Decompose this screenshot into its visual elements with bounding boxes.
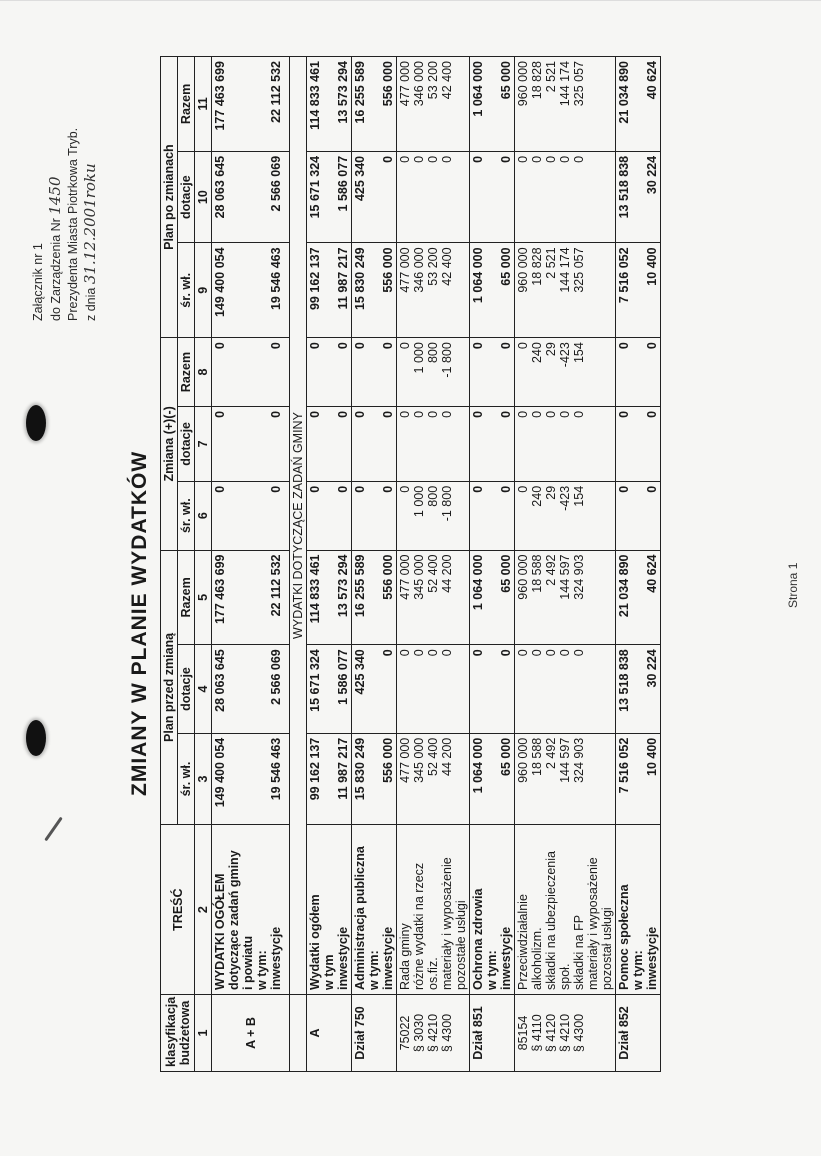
cell-value: 0 0	[470, 481, 515, 550]
cell-value: 0 0	[212, 338, 290, 407]
section-title: WYDATKI DOTYCZĄCE ZADAŃ GMINY	[290, 57, 307, 995]
cell-value: 21 034 890 40 624	[616, 57, 661, 152]
cell-value: 477 000 346 000 53 200 42 400	[397, 57, 470, 152]
attachment-line-2-prefix: do Zarządzenia Nr	[49, 218, 63, 321]
budget-table	[160, 56, 661, 1072]
header-plan-po: Plan po zmianach	[161, 57, 178, 338]
header-dotacje: dotacje	[178, 151, 195, 243]
cell-value: 0 240 29 -423 154	[515, 338, 616, 407]
header-dotacje: dotacje	[178, 406, 195, 481]
header-dotacje: dotacje	[178, 645, 195, 733]
cell-value: 960 000 18 828 2 521 144 174 325 057	[515, 243, 616, 338]
cell-value: 0 0 0 0 0	[515, 645, 616, 733]
cell-value: 177 463 699 22 112 532	[212, 57, 290, 152]
cell-value: 0 0	[470, 406, 515, 481]
cell-value: 149 400 054 19 546 463	[212, 243, 290, 338]
cell-value: 0 0 0 0	[397, 406, 470, 481]
section-spacer	[290, 994, 307, 1071]
column-number-row	[195, 57, 212, 1072]
column-number: 9	[195, 243, 212, 338]
cell-value: 960 000 18 828 2 521 144 174 325 057	[515, 57, 616, 152]
column-number: 3	[195, 733, 212, 825]
section-header-row	[290, 57, 307, 1072]
cell-value: 0 0	[307, 338, 352, 407]
column-number: 11	[195, 57, 212, 152]
cell-tresc: Wydatki ogółem w tym inwestycje	[307, 825, 352, 995]
header-zmiana: Zmiana (+)(-)	[161, 338, 178, 550]
cell-value: 0 0	[470, 338, 515, 407]
cell-value: 15 830 249 556 000	[352, 243, 397, 338]
cell-value: 149 400 054 19 546 463	[212, 733, 290, 825]
cell-value: 1 064 000 65 000	[470, 243, 515, 338]
cell-value: 0 0	[616, 406, 661, 481]
header-tresc: TREŚĆ	[161, 825, 195, 995]
cell-value: 28 063 645 2 566 069	[212, 151, 290, 243]
attachment-line-1: Załącznik nr 1	[31, 243, 45, 321]
cell-klasyfikacja: 75022 § 3030 § 4210 § 4300	[397, 994, 470, 1071]
cell-value: 13 518 838 30 224	[616, 151, 661, 243]
column-number: 7	[195, 406, 212, 481]
column-number: 2	[195, 825, 212, 995]
table-row	[352, 57, 397, 1072]
attachment-line-3: Prezydenta Miasta Piotrkowa Tryb.	[66, 127, 80, 321]
cell-value: 177 463 699 22 112 532	[212, 550, 290, 645]
header-klasyfikacja: klasyfikacja budżetowa	[161, 994, 195, 1071]
cell-value: 0 240 29 -423 154	[515, 481, 616, 550]
header-razem: Razem	[178, 57, 195, 152]
cell-value: 15 671 324 1 586 077	[307, 151, 352, 243]
cell-value: 0 0	[470, 151, 515, 243]
header-sr-wl: śr. wł.	[178, 733, 195, 825]
cell-value: 21 034 890 40 624	[616, 550, 661, 645]
table-row	[616, 57, 661, 1072]
cell-value: 0 0	[352, 481, 397, 550]
cell-tresc: Administracja publiczna w tym: inwestycje	[352, 825, 397, 995]
cell-value: 0 0	[616, 481, 661, 550]
attachment-line-2	[47, 128, 65, 321]
cell-value: 13 518 838 30 224	[616, 645, 661, 733]
table-row	[515, 57, 616, 1072]
cell-value: 0 0	[212, 406, 290, 481]
attachment-line-4-prefix: z dnia	[84, 287, 98, 321]
cell-value: 0 0 0 0 0	[515, 406, 616, 481]
column-number: 8	[195, 338, 212, 407]
cell-value: 16 255 589 556 000	[352, 57, 397, 152]
cell-tresc: Przeciwdziałalnie alkoholizm. składki na ubezpieczenia społ. składki na FP materiały i wyposażenie pozostał usługi	[515, 825, 616, 995]
page-number: Strona 1	[786, 562, 800, 608]
cell-klasyfikacja: A	[307, 994, 352, 1071]
header-row-1	[161, 57, 178, 1072]
table-row	[307, 57, 352, 1072]
header-razem: Razem	[178, 338, 195, 407]
column-number: 5	[195, 550, 212, 645]
handwritten-order-number: 1450	[46, 176, 64, 215]
column-number: 1	[195, 994, 212, 1071]
cell-value: 960 000 18 588 2 492 144 597 324 903	[515, 733, 616, 825]
cell-value: 15 830 249 556 000	[352, 733, 397, 825]
cell-tresc: WYDATKI OGÓŁEM dotyczące zadań gminy i powiatu w tym: inwestycje	[212, 825, 290, 995]
cell-value: 477 000 345 000 52 400 44 200	[397, 733, 470, 825]
cell-tresc: Rada gminy różne wydatki na rzecz os.fiz. materiały i wyposażenie pozostałe usługi	[397, 825, 470, 995]
cell-value: 477 000 345 000 52 400 44 200	[397, 550, 470, 645]
cell-value: 1 064 000 65 000	[470, 550, 515, 645]
column-number: 6	[195, 481, 212, 550]
cell-value: 477 000 346 000 53 200 42 400	[397, 243, 470, 338]
cell-klasyfikacja: 85154 § 4110 § 4120 § 4210 § 4300	[515, 994, 616, 1071]
table-row-total	[212, 57, 290, 1072]
cell-value: 0 0	[470, 645, 515, 733]
cell-value: 1 064 000 65 000	[470, 733, 515, 825]
cell-value: 15 671 324 1 586 077	[307, 645, 352, 733]
cell-value: 0 0	[616, 338, 661, 407]
cell-value: 425 340 0	[352, 151, 397, 243]
cell-tresc: Pomoc społeczna w tym: inwestycje	[616, 825, 661, 995]
cell-value: 114 833 461 13 573 294	[307, 550, 352, 645]
cell-value: 99 162 137 11 987 217	[307, 243, 352, 338]
cell-value: 0 1 000 800 -1 800	[397, 338, 470, 407]
cell-value: 0 0	[307, 481, 352, 550]
cell-value: 7 516 052 10 400	[616, 243, 661, 338]
cell-value: 16 255 589 556 000	[352, 550, 397, 645]
cell-value: 114 833 461 13 573 294	[307, 57, 352, 152]
header-sr-wl: śr. wł.	[178, 481, 195, 550]
header-plan-przed: Plan przed zmianą	[161, 550, 178, 825]
table-row	[397, 57, 470, 1072]
cell-klasyfikacja: Dział 851	[470, 994, 515, 1071]
cell-value: 0 0 0 0	[397, 151, 470, 243]
cell-value: 0 0 0 0	[397, 645, 470, 733]
cell-value: 0 0	[352, 406, 397, 481]
cell-value: 99 162 137 11 987 217	[307, 733, 352, 825]
cell-value: 1 064 000 65 000	[470, 57, 515, 152]
cell-klasyfikacja: Dział 750	[352, 994, 397, 1071]
table-row	[470, 57, 515, 1072]
cell-value: 0 0	[212, 481, 290, 550]
cell-value: 425 340 0	[352, 645, 397, 733]
cell-value: 0 0 0 0 0	[515, 151, 616, 243]
header-sr-wl: śr. wł.	[178, 243, 195, 338]
cell-klasyfikacja: Dział 852	[616, 994, 661, 1071]
cell-value: 0 0	[352, 338, 397, 407]
cell-tresc: Ochrona zdrowia w tym: inwestycje	[470, 825, 515, 995]
attachment-line-4	[82, 128, 100, 321]
cell-value: 0 1 000 800 -1 800	[397, 481, 470, 550]
cell-value: 28 063 645 2 566 069	[212, 645, 290, 733]
column-number: 10	[195, 151, 212, 243]
handwritten-date: 31.12.2001roku	[81, 163, 99, 285]
document-title: ZMIANY W PLANIE WYDATKÓW	[128, 450, 151, 796]
cell-value: 7 516 052 10 400	[616, 733, 661, 825]
cell-value: 0 0	[307, 406, 352, 481]
column-number: 4	[195, 645, 212, 733]
cell-klasyfikacja: A + B	[212, 994, 290, 1071]
attachment-note	[30, 128, 100, 321]
header-razem: Razem	[178, 550, 195, 645]
cell-value: 960 000 18 588 2 492 144 597 324 903	[515, 550, 616, 645]
